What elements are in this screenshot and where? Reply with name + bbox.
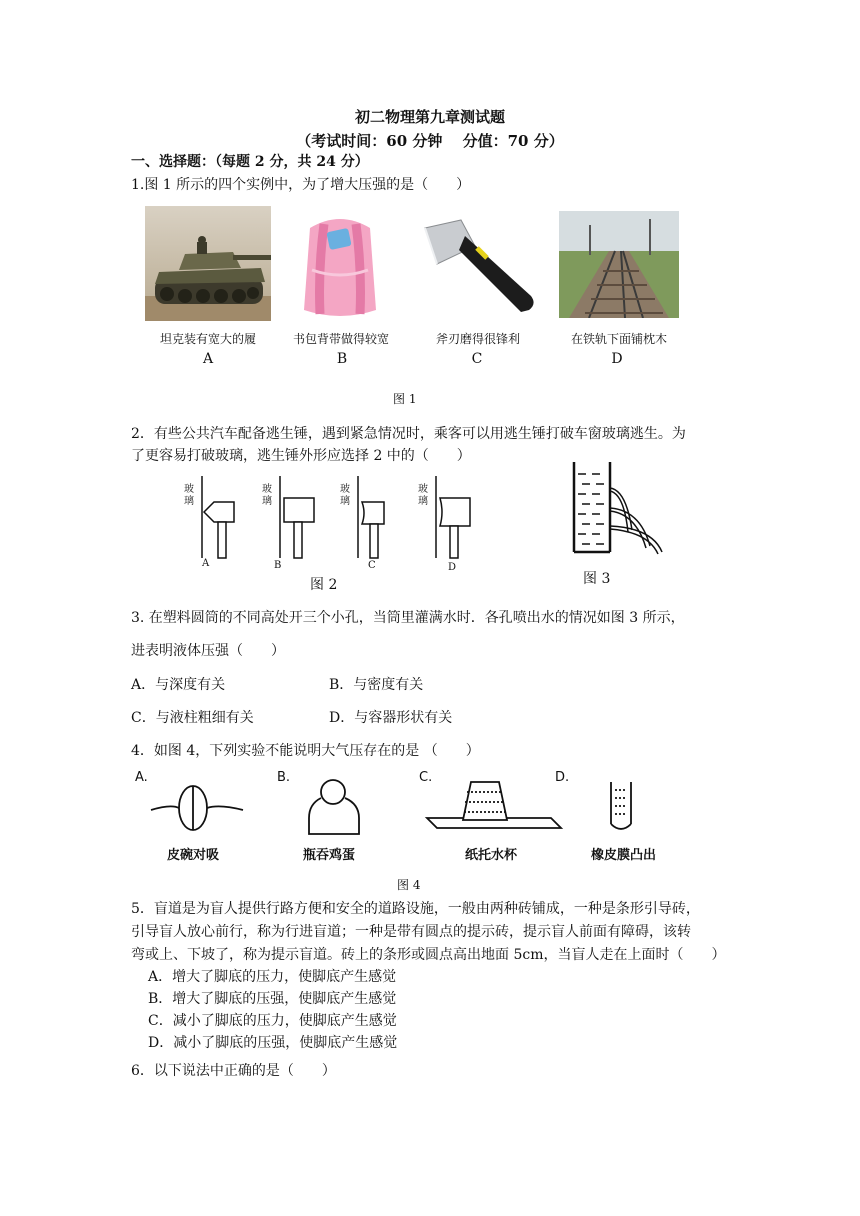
section-heading: 一、选择题：（每题 2 分，共 24 分） xyxy=(131,154,369,170)
option-letter-c: C xyxy=(471,351,483,367)
question-4: 4．如图 4，下列实验不能说明大气压存在的是 （ ） xyxy=(131,743,480,759)
option-c: C．与液柱粗细有关 xyxy=(131,710,254,726)
railway-photo xyxy=(559,211,679,318)
question-3-line1: 3. 在塑料圆筒的不同高处开三个小孔，当筒里灌满水时．各孔喷出水的情况如图 3 所示， xyxy=(131,610,685,626)
tank-photo xyxy=(145,206,271,321)
option-a: A．增大了脚底的压力，使脚底产生感觉 xyxy=(148,969,397,985)
question-3-line2: 进表明液体压强（ ） xyxy=(131,643,285,659)
hammer-letter-b: B xyxy=(274,560,282,571)
hammer-letter-d: D xyxy=(448,562,457,573)
option-b: B．与密度有关 xyxy=(329,677,424,693)
figure-1-label: 图 1 xyxy=(393,392,417,406)
question-5-line2: 引导盲人放心前行，称为行进盲道；一种是带有圆点的提示砖，提示盲人前面有障碍，该转 xyxy=(131,924,691,940)
glass-label: 玻璃 xyxy=(262,484,272,507)
air-pressure-diagram xyxy=(131,768,731,868)
question-5-line3: 弯或上、下坡了，称为提示盲道。砖上的条形或圆点高出地面 5cm，当盲人走在上面时（ ） xyxy=(131,947,726,963)
hammer-letter-c: C xyxy=(368,560,376,571)
question-6: 6．以下说法中正确的是（ ） xyxy=(131,1063,336,1079)
figure-2-label: 图 2 xyxy=(310,577,338,593)
option-d: D．减小了脚底的压强，使脚底产生感觉 xyxy=(148,1035,398,1051)
option-letter-d: D xyxy=(611,351,623,367)
page-title: 初二物理第九章测试题 xyxy=(354,108,505,126)
fig4-letter-d: D. xyxy=(555,770,570,785)
option-c: C．减小了脚底的压力，使脚底产生感觉 xyxy=(148,1013,397,1029)
caption-c: 斧刃磨得很锋利 xyxy=(435,332,520,346)
option-d: D．与容器形状有关 xyxy=(329,710,453,726)
figure-4-label: 图 4 xyxy=(397,878,421,892)
glass-label: 玻璃 xyxy=(184,484,194,507)
fig4-caption-d: 橡皮膜凸出 xyxy=(591,848,657,863)
fig4-caption-a: 皮碗对吸 xyxy=(167,848,220,863)
question-1: 1.图 1 所示的四个实例中，为了增大压强的是（ ） xyxy=(131,177,471,193)
fig4-caption-c: 纸托水杯 xyxy=(465,848,518,863)
caption-a: 坦克装有宽大的履 xyxy=(159,332,256,346)
glass-label: 玻璃 xyxy=(340,484,350,507)
option-a: A．与深度有关 xyxy=(131,677,226,693)
caption-b: 书包背带做得较宽 xyxy=(292,332,389,346)
question-2-line1: 2．有些公共汽车配备逃生锤，遇到紧急情况时，乘客可以用逃生锤打破车窗玻璃逃生。为 xyxy=(131,426,686,442)
caption-d: 在铁轨下面铺枕木 xyxy=(570,332,667,346)
option-letter-a: A xyxy=(202,351,214,367)
glass-label: 玻璃 xyxy=(418,484,428,507)
backpack-photo xyxy=(290,210,390,322)
figure-3-label: 图 3 xyxy=(583,571,611,587)
fig4-letter-b: B. xyxy=(277,770,291,785)
hammer-letter-a: A xyxy=(202,558,210,569)
fig4-caption-b: 瓶吞鸡蛋 xyxy=(303,848,356,863)
question-2-line2: 了更容易打破玻璃，逃生锤外形应选择 2 中的（ ） xyxy=(131,448,471,464)
question-5-line1: 5．盲道是为盲人提供行路方便和安全的道路设施，一般由两种砖铺成，一种是条形引导砖， xyxy=(131,901,700,917)
exam-info: （考试时间：60 分钟 分值：70 分） xyxy=(296,132,564,150)
water-jet-diagram xyxy=(570,460,670,560)
fig4-letter-c: C. xyxy=(419,770,433,785)
fig4-letter-a: A. xyxy=(135,770,148,785)
hammer-diagram xyxy=(178,472,478,580)
option-b: B．增大了脚底的压强，使脚底产生感觉 xyxy=(148,991,397,1007)
option-letter-b: B xyxy=(336,351,348,367)
axe-photo xyxy=(415,212,541,320)
